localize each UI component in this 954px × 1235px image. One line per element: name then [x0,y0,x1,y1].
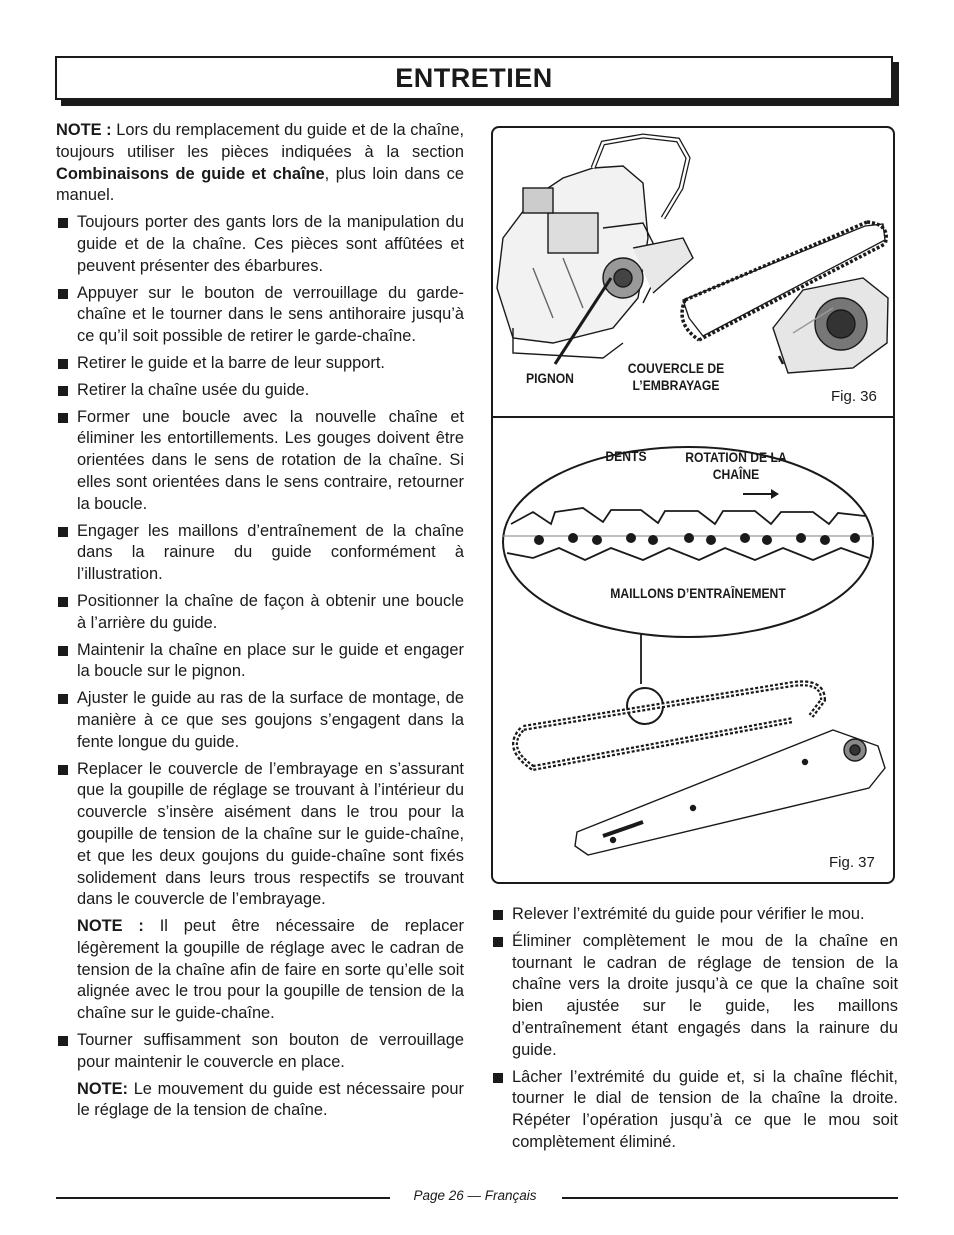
footer-rule-right [562,1197,898,1199]
list-item: Appuyer sur le bouton de verrouillage du garde-chaîne et le tourner dans le sens antihoraire jusqu’à ce qu’il soit possible de retirer le garde-chaîne. [56,283,464,348]
callout-rotation: ROTATION DE LA CHAÎNE [685,450,787,482]
callout-drive-links: MAILLONS D’ENTRAÎNEMENT [610,586,786,601]
list-item: Engager les maillons d’entraînement de la chaîne dans la rainure du guide conformément à l’illustration. [56,521,464,586]
callout-clutch-cover: COUVERCLE DE L’EMBRAYAGE [627,361,725,393]
list-item: Retirer le guide et la barre de leur support. [56,353,464,375]
list-item: Replacer le couvercle de l’embrayage en s’assurant que la goupille de réglage se trouvant à l’intérieur du couvercle s’insère aisément dans le trou pour la goupille de tension de la chaîne sur le guide-chaîne, et que les deux goujons du guide-chaîne sont fixés solidement dans leurs trous respectifs se trouvant dans le couvercle de l’embrayage. [56,759,464,912]
list-item: Tourner suffisamment son bouton de verrouillage pour maintenir le couvercle en place. [56,1030,464,1074]
list-item: Retirer la chaîne usée du guide. [56,380,464,402]
list-item: Relever l’extrémité du guide pour vérifier le mou. [491,904,898,926]
list-item: Lâcher l’extrémité du guide et, si la chaîne fléchit, tourner le dial de tension de la chaîne la droite. Répéter l’opération jusqu’à ce que le mou soit complètement éliminé. [491,1067,898,1154]
callout-pignon: PIGNON [526,371,574,386]
list-item: Former une boucle avec la nouvelle chaîne et éliminer les entortillements. Les gouges doivent être orientées dans le sens de rotation de la chaîne. Si elles sont orientées dans le sens contraire, retourner la boucle. [56,407,464,516]
page-footer: Page 26 — Français [413,1188,537,1203]
section-title-box [55,56,893,100]
figure-37-label: Fig. 37 [829,854,875,871]
list-item: Maintenir la chaîne en place sur le guide et engager la boucle sur le pignon. [56,640,464,684]
right-column [491,904,898,1159]
left-column [56,120,464,1127]
sub-note: NOTE : Il peut être nécessaire de replacer légèrement la goupille de réglage avec le cadran de tension de la chaîne afin de faire en sorte qu’elle soit alignée avec le trou pour la goupille de tension de la chaîne sur le guide-chaîne. [77,917,464,1023]
section-title: ENTRETIEN [395,63,553,93]
list-item: Ajuster le guide au ras de la surface de montage, de manière à ce que ses goujons s’engagent dans la fente longue du guide. [56,688,464,753]
sub-note: NOTE: Le mouvement du guide est nécessaire pour le réglage de la tension de chaîne. [77,1079,464,1120]
list-item: Positionner la chaîne de façon à obtenir une boucle à l’arrière du guide. [56,591,464,635]
chainsaw-illustration [497,136,693,364]
callout-teeth: DENTS [605,449,647,464]
list-item: Éliminer complètement le mou de la chaîne en tournant le cadran de réglage de tension de la chaîne vers la droite jusqu’à ce que la chaîne soit bien ajustée sur le guide, les maillons d’entraînement étant engagés dans la rainure du guide. [491,931,898,1062]
figure-divider [493,416,893,418]
figure-panel [491,126,895,884]
intro-note: NOTE : Lors du remplacement du guide et de la chaîne, toujours utiliser les pièces indiquées à la section Combinaisons de guide et chaîne, plus loin dans ce manuel. [56,121,464,205]
list-item: Toujours porter des gants lors de la manipulation du guide et de la chaîne. Ces pièces sont affûtées et peuvent présenter des ébarbures. [56,212,464,277]
figure-36-label: Fig. 36 [831,388,877,405]
footer-rule-left [56,1197,390,1199]
figure-illustrations [493,128,897,886]
